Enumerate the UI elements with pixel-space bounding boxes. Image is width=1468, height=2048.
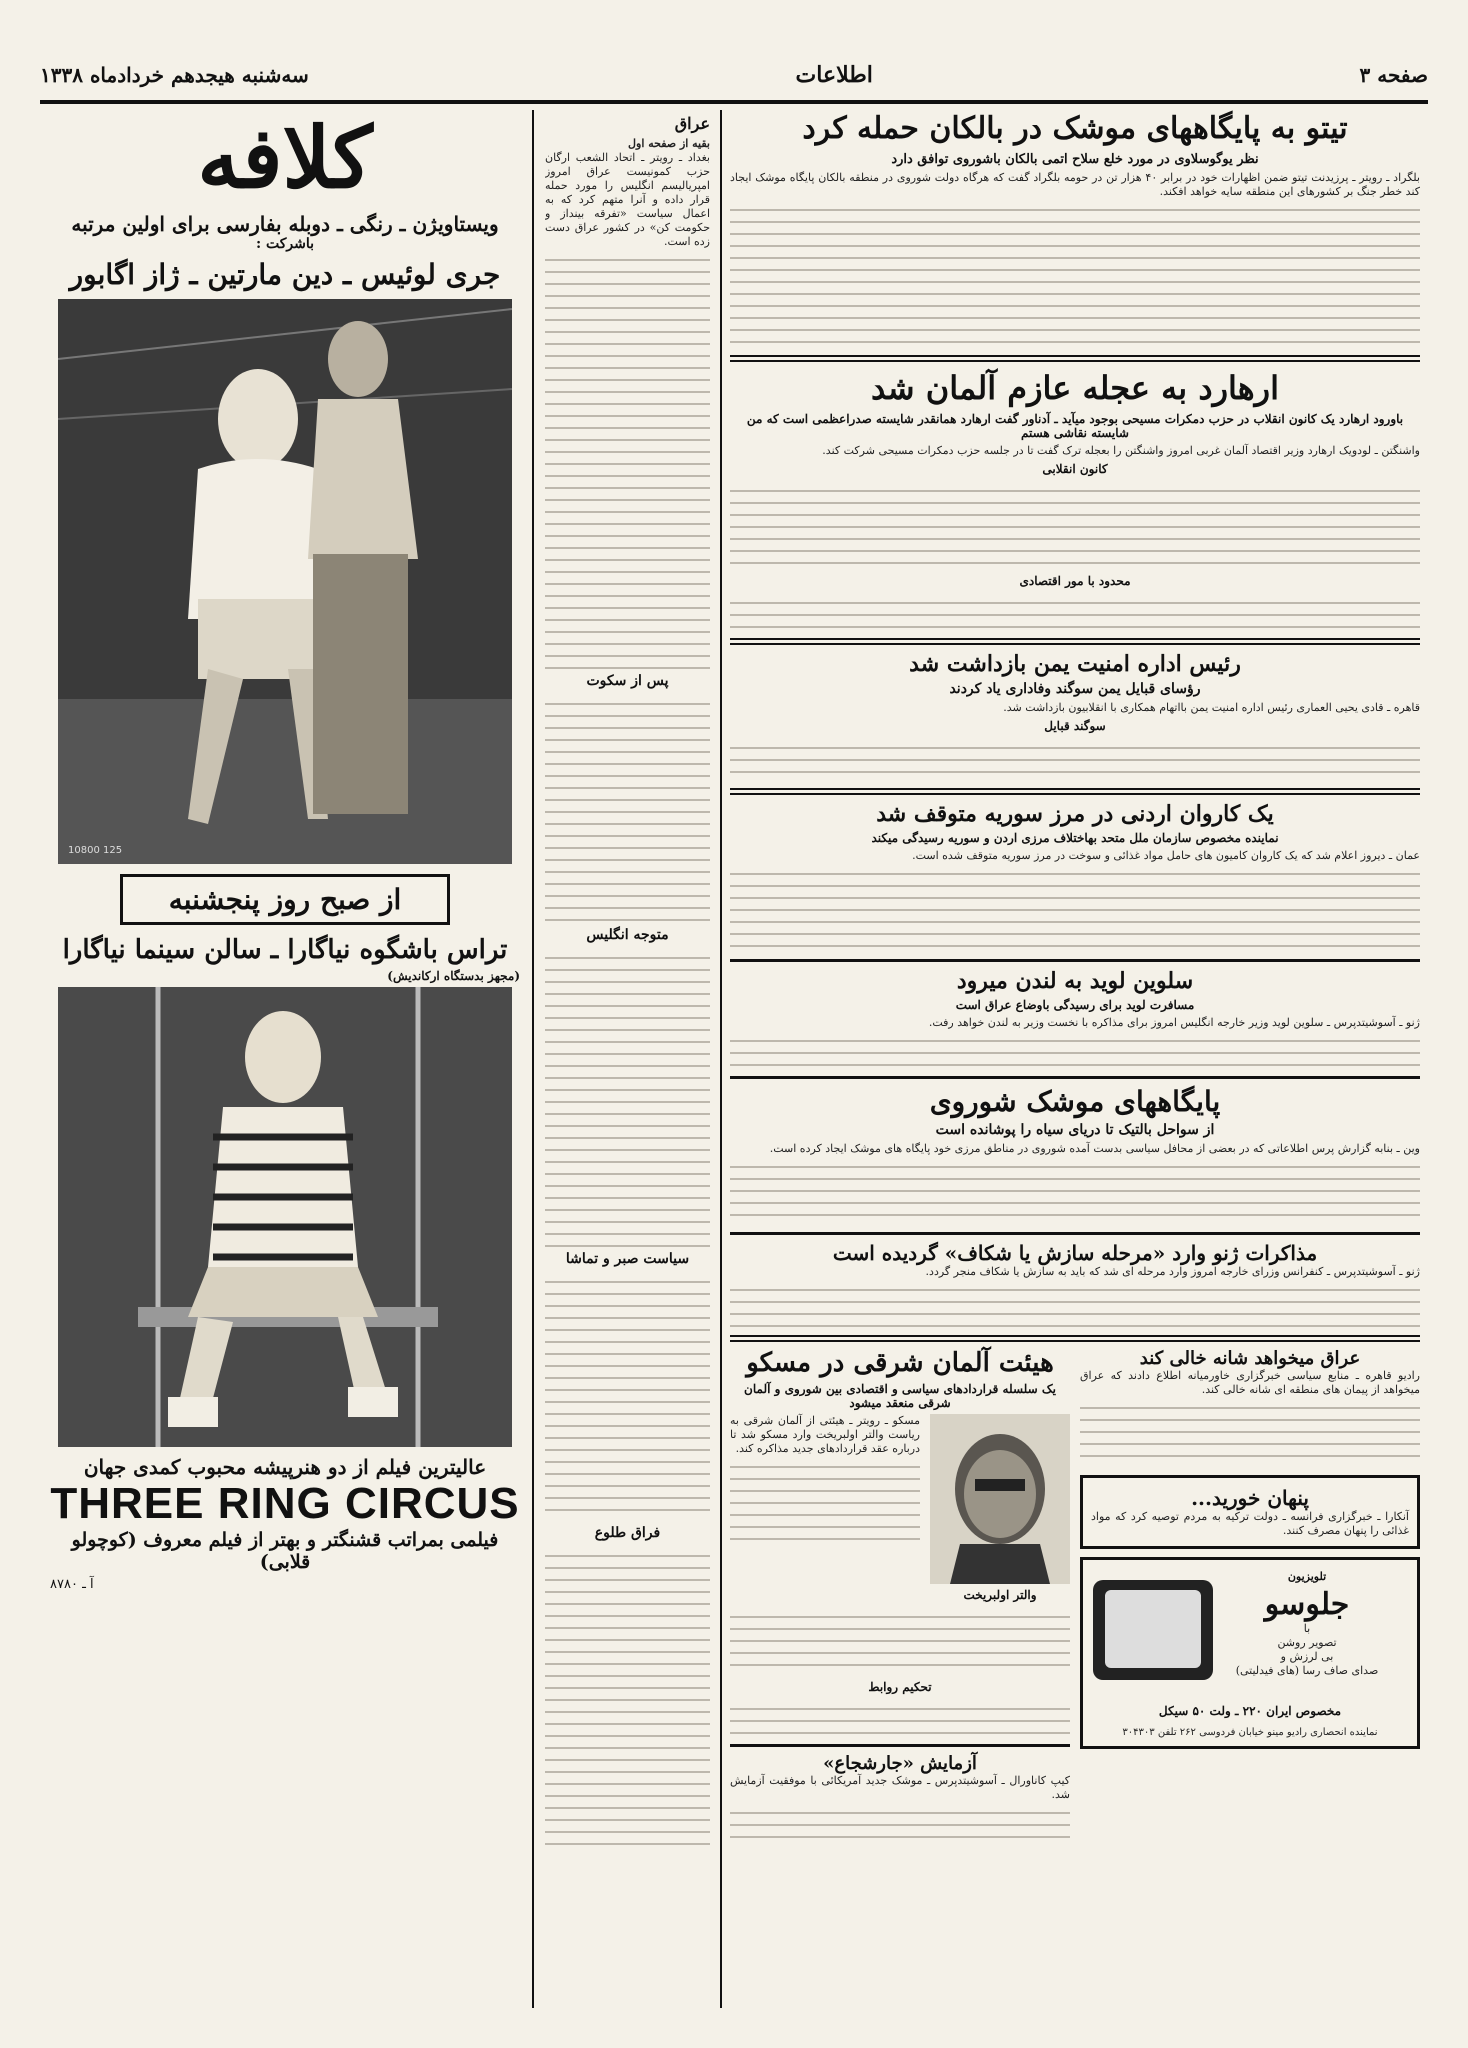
missiles-headline: پایگاههای موشک شوروی — [929, 1085, 1221, 1118]
iraq-paragraph: بغداد ـ رویتر ـ اتحاد الشعب ارگان حزب کمونیست عراق امروز امپریالیسم انگلیس را مورد حمله قرار داده و آنرا متهم کرد که به اعمال سیاست «تفرقه بینداز و حکومت کن» در کشور عراق دست زده است. — [545, 151, 710, 248]
iraq-column — [545, 110, 710, 2008]
tv-brand: جلوسو — [1264, 1587, 1350, 1622]
tv-icon — [1093, 1580, 1213, 1680]
tito-headline: تیتو به پایگاههای موشک در بالکان حمله کرد — [802, 111, 1348, 146]
header-rule — [40, 100, 1428, 104]
hidden-paragraph: آنکارا ـ خبرگزاری فرانسه ـ دولت ترکیه به مردم توصیه کرد که مواد غذائی را پنهان مصرف کنند. — [1091, 1510, 1409, 1537]
tv-line1: با — [1303, 1622, 1311, 1635]
rule-8 — [730, 1744, 1070, 1747]
erhard-subhead: باورود ارهارد یک کانون انقلاب در حزب دمکرات مسیحی بوجود میآید ـ آدناور گفت ارهارد همانقدر شایسته صدراعظمی است که من شایسته نقاشی هستم — [746, 412, 1404, 440]
test-body-text — [730, 1802, 1070, 1842]
egermany-text — [730, 1414, 920, 1584]
hidden-title: پنهان خورید... — [1191, 1486, 1309, 1510]
egermany-body — [730, 1414, 1070, 1584]
tv-ad-text — [1207, 1566, 1407, 1678]
egermany-body-text — [730, 1456, 920, 1546]
yemen-body-text — [730, 737, 1420, 782]
iraq-body-text-5 — [545, 1545, 710, 1855]
tv-line4: صدای صاف رسا (های فیدلیتی) — [1235, 1664, 1379, 1677]
erhard-body-text-2 — [730, 592, 1420, 632]
iraq-sub-4: فراق طلوع — [594, 1525, 661, 1541]
rule-4 — [730, 959, 1420, 962]
erhard-sub-1: کانون انقلابی — [1042, 462, 1108, 476]
film-still-photo — [58, 299, 512, 864]
ad-code: آ ـ ۸۷۸۰ — [50, 1577, 94, 1592]
yemen-headline: رئیس اداره امنیت یمن بازداشت شد — [909, 651, 1241, 677]
iraq-body-text-3 — [545, 947, 710, 1247]
ad-line2: باشرکت : — [255, 236, 315, 252]
column-rule-2 — [720, 110, 722, 2008]
rule-6 — [730, 1232, 1420, 1235]
lower-news — [730, 1348, 1420, 1868]
lloyd-subhead: مسافرت لوید برای رسیدگی باوضاع عراق است — [955, 998, 1195, 1012]
rule-3 — [730, 788, 1420, 795]
ad-cinemas: تراس باشگوه نیاگارا ـ سالن سینما نیاگارا — [62, 935, 508, 965]
yemen-subhead: رؤسای قبایل یمن سوگند وفاداری یاد کردند — [949, 681, 1201, 697]
erhard-article — [730, 368, 1420, 632]
jordan-paragraph: عمان ـ دیروز اعلام شد که یک کاروان کامیون های حامل مواد غذائی و سوخت در مرز سوریه متوقف شده است. — [912, 849, 1420, 862]
erhard-body-text — [730, 480, 1420, 570]
tv-line2: تصویر روشن — [1277, 1636, 1337, 1649]
missiles-article — [730, 1085, 1420, 1226]
missiles-body-text — [730, 1156, 1420, 1226]
iraq-sub-2: متوجه انگلیس — [586, 927, 669, 943]
missiles-paragraph: وین ـ بنابه گزارش پرس اطلاعاتی که در بعضی از محافل سیاسی بدست آمده شوروی در مناطق مرزی خود پایگاه های موشک ایجاد کرده است. — [769, 1142, 1420, 1155]
tv-footer: نماینده انحصاری رادیو مینو خیابان فردوسی ۲۶۲ تلفن ۳۰۴۳۰۳ — [1122, 1727, 1378, 1738]
iraq-body-text-4 — [545, 1271, 710, 1521]
photo-caption: 10800 125 — [68, 845, 123, 856]
yemen-sub-1: سوگند قبایل — [1044, 719, 1106, 733]
iraq2-paragraph: رادیو قاهره ـ منابع سیاسی خبرگزاری خاورمیانه اطلاع دادند که عراق میخواهد از پیمان های منطقه ای شانه خالی کند. — [1080, 1369, 1420, 1396]
lloyd-paragraph: ژنو ـ آسوشیتدپرس ـ سلوین لوید وزیر خارجه انگلیس امروز برای مذاکره با نخست وزیر به لندن خواهد رفت. — [928, 1016, 1420, 1029]
page-header — [40, 60, 1428, 90]
ad-stars: جری لوئیس ـ دین مارتین ـ ژاز اگابور — [69, 258, 501, 291]
jordan-subhead: نماینده مخصوص سازمان ملل متحد بهاختلاف مرزی اردن و سوریه رسیدگی میکند — [871, 831, 1279, 845]
egermany-body-text-2 — [730, 1606, 1070, 1676]
comedian-illustration — [58, 987, 512, 1447]
ad-title: کلافه — [197, 110, 373, 207]
ad-film-en: THREE RING CIRCUS — [50, 1479, 520, 1528]
tv-ad — [1080, 1557, 1420, 1749]
news-area — [730, 110, 1420, 2008]
tito-body-text — [730, 199, 1420, 349]
tv-sub: تلویزیون — [1287, 1570, 1327, 1583]
lower-left-column — [730, 1348, 1070, 1868]
tv-line5: مخصوص ایران ۲۲۰ ـ ولت ۵۰ سیکل — [1158, 1704, 1342, 1718]
jordan-article — [730, 801, 1420, 953]
lower-right-column — [1080, 1348, 1420, 1868]
ad-showtime: از صبح روز پنجشنبه — [168, 883, 402, 916]
geneva-article — [730, 1241, 1420, 1329]
erhard-paragraph: واشنگتن ـ لودویک ارهارد وزیر اقتصاد آلمان غربی امروز واشنگتن را بعجله ترک گفت تا در جلسه حزب دمکرات مسیحی شرکت کند. — [822, 444, 1420, 457]
tito-subhead: نظر یوگوسلاوی در مورد خلع سلاح اتمی بالکان باشوروی توافق دارد — [891, 152, 1259, 167]
test-paragraph: کیپ کاناورال ـ آسوشیتدپرس ـ موشک جدید آمریکائی با موفقیت آزمایش شد. — [730, 1774, 1070, 1801]
iraq2-body-text — [1080, 1397, 1420, 1467]
ulbricht-portrait — [930, 1414, 1070, 1584]
egermany-headline: هیئت آلمان شرقی در مسکو — [746, 1348, 1054, 1378]
missiles-subhead: از سواحل بالتیک تا دریای سیاه را پوشانده است — [935, 1122, 1215, 1138]
hidden-box — [1080, 1475, 1420, 1549]
tito-article — [730, 110, 1420, 349]
ad-tagline: عالیترین فیلم از دو هنرپیشه محبوب کمدی جهان — [83, 1455, 487, 1479]
egermany-body-text-3 — [730, 1698, 1070, 1738]
egermany-caption: والتر اولبریخت — [963, 1588, 1037, 1602]
comedian-photo — [58, 987, 512, 1447]
geneva-paragraph: ژنو ـ آسوشیتدپرس ـ کنفرانس وزرای خارجه امروز وارد مرحله ای شد که باید به سازش یا شکاف منجر گردد. — [925, 1265, 1420, 1278]
rule-5 — [730, 1076, 1420, 1079]
showtime-box — [120, 874, 450, 925]
iraq-continuation: بقیه از صفحه اول — [628, 137, 710, 150]
yemen-paragraph: قاهره ـ قادی یحیی العماری رئیس اداره امنیت یمن بااتهام همکاری با انقلابیون بازداشت شد. — [1003, 701, 1420, 714]
iraq-title: عراق — [674, 114, 710, 133]
lloyd-headline: سلوین لوید به لندن میرود — [956, 968, 1194, 994]
egermany-paragraph: مسکو ـ رویتر ـ هیئتی از آلمان شرقی به ریاست والتر اولبریخت وارد مسکو شد تا درباره عقد قراردادهای جدید مذاکره کند. — [730, 1414, 920, 1455]
rule-2 — [730, 638, 1420, 645]
iraq-sub-1: پس از سکوت — [586, 673, 669, 689]
tito-paragraph: بلگراد ـ رویتر ـ پرزیدنت تیتو ضمن اظهارات خود در برابر ۴۰ هزار تن در حومه بلگراد گفت که هرگاه دولت شوروی در منطقه بالکان پایگاه موشک ایجاد کند خطر جنگ بر کشورهای این منطقه سایه خواهد افکند. — [730, 171, 1420, 198]
erhard-headline: ارهارد به عجله عازم آلمان شد — [870, 369, 1280, 407]
rule-1 — [730, 355, 1420, 362]
iraq-body-text-2 — [545, 693, 710, 923]
tv-screen — [1105, 1590, 1201, 1668]
film-still-illustration — [58, 299, 512, 864]
iraq-body-text — [545, 249, 710, 669]
column-rule-1 — [532, 110, 534, 2008]
egermany-subhead: یک سلسله قراردادهای سیاسی و اقتصادی بین شوروی و آلمان شرقی منعقد میشود — [744, 1382, 1056, 1410]
geneva-body-text — [730, 1279, 1420, 1329]
rule-7 — [730, 1335, 1420, 1342]
egermany-sub-1: تحکیم روابط — [868, 1680, 932, 1694]
lloyd-article — [730, 968, 1420, 1070]
jordan-headline: یک کاروان اردنی در مرز سوریه متوقف شد — [876, 801, 1274, 827]
cinema-ad — [50, 110, 520, 2008]
issue-date: سه‌شنبه هیجدهم خردادماه ۱۳۳۸ — [40, 63, 309, 87]
iraq-sub-3: سیاست صبر و تماشا — [565, 1251, 690, 1267]
test-headline: آزمایش «جارشجاع» — [823, 1753, 977, 1774]
ad-equipped: (مجهز بدستگاه ارکاندیش) — [387, 969, 520, 983]
ad-footer: فیلمی بمراتب قشنگتر و بهتر از فیلم معروف (کوچولو قلابی) — [71, 1529, 499, 1573]
ad-line1: ویستاویژن ـ رنگی ـ دوبله بفارسی برای اولین مرتبه — [71, 212, 499, 236]
ulbricht-photo — [930, 1414, 1070, 1584]
tv-line3: بی لرزش و — [1280, 1650, 1334, 1663]
masthead: اطلاعات — [795, 62, 873, 88]
yemen-article — [730, 651, 1420, 782]
page-number: صفحه ۳ — [1359, 63, 1428, 87]
jordan-body-text — [730, 863, 1420, 953]
lloyd-body-text — [730, 1030, 1420, 1070]
geneva-headline: مذاکرات ژنو وارد «مرحله سازش یا شکاف» گردیده است — [832, 1241, 1318, 1265]
erhard-sub-2: محدود با مور اقتصادی — [1019, 574, 1131, 588]
iraq2-headline: عراق میخواهد شانه خالی کند — [1139, 1348, 1361, 1369]
